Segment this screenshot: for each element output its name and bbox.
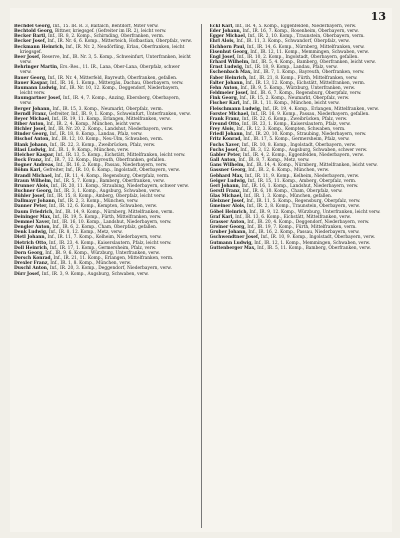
entry-details: Inf., IR. 22, 6. Komp., Zweibrücken, Pfalz, verw. xyxy=(241,116,348,122)
entry-name: Gebhard Max, xyxy=(209,173,244,179)
column-divider xyxy=(201,24,202,528)
entry-details: Inf., IR. 21, 8. Komp., Fürth, Mittelfranken, verw. xyxy=(249,75,358,81)
entry-name: Frey Alois, xyxy=(209,127,236,133)
entry-name: Binder Georg, xyxy=(14,132,49,138)
entry-details: Inf., IR. 16, 1. Komp., Landshut, Niederbayern, verw. xyxy=(241,183,359,189)
entry-details: Inf., IR. 3, 12. Komp., Augsburg, Schwaben, schwer verw. xyxy=(240,147,368,153)
entry-name: Gmeiner Alois, xyxy=(209,204,246,210)
entry-name: Blank Johann, xyxy=(14,142,49,148)
entry-details: Inf., IR. 13, 6. Komp., Eichstätt, Mittelfranken, verw. xyxy=(235,214,351,220)
entry-details: Inf., IR. 22, 3. Komp., Zweibrücken, Pfalz, verw. xyxy=(49,142,156,148)
entry-details: Inf., IR. 5, 11. Komp., Bamberg, Oberfranken, verw. xyxy=(257,245,371,251)
entry-details: Inf., IR. 11, 7. Komp., Kelheim, Niederbayern, verw. xyxy=(47,235,162,241)
entry-details: Gefreiter, Inf., IR. 10, 6. Komp., Ingolstadt, Oberbayern, verw. xyxy=(43,168,180,174)
page-number: 13 xyxy=(370,10,386,23)
entry-name: Eckl Karl, xyxy=(209,24,234,29)
entry-name: Fehn Anton, xyxy=(209,85,240,91)
entry-name: Bleicher Kaspar, xyxy=(14,152,55,158)
entry-details: Inf., IR. 4, 2. Komp., Eggenfelden, Niederbayern, verw. xyxy=(242,152,365,158)
entry-name: Bauer Georg, xyxy=(14,75,47,81)
entry-details: Inf., IR. 18, 9. Komp., Landau, Pfalz, verw. xyxy=(244,65,338,71)
entry-details: Inf., IR. 17, 1. Komp., Germersheim, Pfalz, verw. xyxy=(49,245,157,251)
entry-name: Baumann Ludwig, xyxy=(14,85,59,91)
entry-details: Inf., IR. 7, 1. Komp., Bayreuth, Oberfranken, verw. xyxy=(253,70,365,76)
entry-name: Gall Anton, xyxy=(209,158,237,164)
entry-details: Inf., IR. 6, 7. Komp., Regensburg, Oberpfalz, verw. xyxy=(250,91,362,97)
entry-name: Egger Michael, xyxy=(209,34,247,40)
entry-details: Inf., IR. 15, 3. Komp., Neumarkt, Oberpfalz, verm. xyxy=(52,106,164,112)
list-entry xyxy=(14,86,193,96)
entry-details: Inf., IR. 15, 2. Komp., Neumarkt, Oberpfalz, verw. xyxy=(239,96,350,102)
entry-details: Inf., IR. 1, 3. Komp., München, gefallen. xyxy=(244,194,333,200)
entry-name: Gschwendtner Josef, xyxy=(209,235,260,241)
entry-name: Dorsch Konrad, xyxy=(14,256,53,262)
entry-details: Inf., IR. 11, 5. Komp., Regensburg, Oberpfalz, verw. xyxy=(246,199,361,205)
entry-name: Böhm Karl, xyxy=(14,168,42,174)
entry-details: Inf., IR. 1, 11. Komp., München, leicht verw. xyxy=(242,101,340,107)
entry-name: Fritz Konrad, xyxy=(209,137,242,143)
entry-details: Inf., IR. 5, 7. Komp., Bamberg, Oberfranken, verw. xyxy=(53,178,165,184)
entry-name: Geiger Ludwig, xyxy=(209,178,247,184)
right-column xyxy=(210,24,389,528)
entry-details: Inf., IR. 12, 3. Komp., Kempten, Schwaben, verm. xyxy=(236,127,346,133)
entry-details: Inf., IR. 20, 11. Komp., Straubing, Niederbayern, schwer verw. xyxy=(50,183,189,189)
entry-name: Demmel Xaver, xyxy=(14,219,51,225)
entry-details: Inf., IR. 23, 1. Komp., Kaiserslautern, Pfalz, verw. xyxy=(242,121,351,127)
entry-details: Inf., IR. 12, 6. Komp., Kempten, Schwaben, verw. xyxy=(49,204,158,210)
entry-name: Bock Franz, xyxy=(14,158,43,164)
entry-details: Inf., IR. 16, 2. Komp., Passau, Niederbayern, verw. xyxy=(248,230,360,236)
entry-name: Feldmeier Josef, xyxy=(209,91,249,97)
entry-details: Inf., IR. 14, 4. Komp., Nürnberg, Mittelfranken, leicht verw. xyxy=(246,163,378,169)
entry-name: Dorn Georg, xyxy=(14,250,44,256)
entry-name: Fuchs Josef, xyxy=(209,147,239,153)
entry-name: Göbel Heinrich, xyxy=(209,209,248,215)
entry-details: Inf., IR. 3, 1. Komp., Augsburg, Schwaben, verw. xyxy=(53,189,161,194)
entry-details: Inf., IR. 6, 2. Komp., Cham, Oberpfalz, gefallen. xyxy=(52,225,158,231)
entry-name: Gerl Johann, xyxy=(209,183,241,189)
entry-details: Inf., IR. 4, 5. Komp., Eggenfelden, Niederbayern, verw. xyxy=(235,24,357,29)
entry-name: Duschl Anton, xyxy=(14,266,49,272)
list-entry xyxy=(14,96,193,106)
entry-name: Berger Johann, xyxy=(14,106,52,112)
entry-details: Inf., IR. 10, 2. Komp., Ingolstadt, Oberbayern, gefallen. xyxy=(237,54,359,60)
entry-details: Inf., IR. 12, 1. Komp., Memmingen, Schwaben, verw. xyxy=(254,240,371,246)
entry-name: Bechtold Georg, xyxy=(14,29,54,35)
entry-name: Eisenhut Georg, xyxy=(209,49,249,55)
entry-name: Becker Bartl, xyxy=(14,34,47,40)
entry-details: Inf., IR. 19, 5. Komp., Fürth, Mittelfranken, verw. xyxy=(52,214,162,220)
entry-details: Inf., IR. 10, 8. Komp., Ingolstadt, Oberbayern, verw. xyxy=(241,142,357,148)
entry-name: Bischof Anton, xyxy=(14,137,50,143)
entry-details: Inf., IR. 19, 4. Komp., Erlangen, Mittelfranken, verw. xyxy=(262,106,379,112)
entry-name: Daum Friedrich, xyxy=(14,209,54,215)
entry-details: Inf., IR. 16, 1. Komp., Mittergäu, Dachau, Oberbayern, verw. xyxy=(49,80,184,86)
entry-name: Dietrich Otto, xyxy=(14,240,48,246)
entry-name: Erhard Wilhelm, xyxy=(209,60,250,66)
entry-name: Gans Wilhelm, xyxy=(209,163,245,169)
entry-name: Gabler Peter, xyxy=(209,152,242,158)
entry-name: Forster Michael, xyxy=(209,111,250,117)
list-entry xyxy=(14,272,193,277)
entry-name: Bühler Josef, xyxy=(14,194,46,200)
entry-name: Dengler Anton, xyxy=(14,225,52,231)
entry-details: Inf., IR. 13, 12. Komp., Eichstätt, Mittelfranken, verm. xyxy=(245,80,366,86)
entry-name: Gleixner Josef, xyxy=(209,199,246,205)
entry-details: Inf., 15. IR. R. 3, Baltalch, Bentdorf, Miter verw. xyxy=(52,24,159,29)
entry-name: Becker Josef, xyxy=(14,39,47,45)
entry-details: Inf., IR. 14, 6. Komp., Nürnberg, Mittelfranken, verw. xyxy=(246,44,365,50)
entry-details: Inf., IR. 23, 4. Komp., Kaiserslautern, Pfalz, leicht verw. xyxy=(49,240,172,246)
entry-name: Freund Otto, xyxy=(209,121,241,127)
entry-details: Inf., IR. 9, 5. Komp., Würzburg, Unterfranken, verw. xyxy=(240,85,356,91)
entry-name: Bogner Andreas, xyxy=(14,163,55,169)
list-entry xyxy=(14,65,193,75)
entry-details: Inf., IR. 6, 10. Komp., Cham, Oberpfalz, verw. xyxy=(242,189,343,194)
entry-name: Drexler Franz, xyxy=(14,261,49,267)
entry-details: Inf., IR. 16, 10. Komp., Landshut, Niederbayern, verw. xyxy=(52,219,172,225)
entry-details: Inf., IR. 2, 8. Komp., Traunstein, Oberbayern, verw. xyxy=(246,204,360,210)
entry-name: Guttenberger Max, xyxy=(209,245,256,251)
entry-details: Inf., IR. 15, 8. Komp., Amberg, Oberpfalz, leicht verw. xyxy=(47,194,166,200)
entry-name: Beyer Michael, xyxy=(14,116,51,122)
entry-name: Friedl Johann, xyxy=(209,132,245,138)
document-page xyxy=(10,8,392,532)
entry-details: Inf., IR. 20, 10. Komp., Straubing, Niederbayern, verw. xyxy=(245,132,367,138)
entry-name: Dietl Johann, xyxy=(14,235,47,241)
entry-details: Inf., IR. 13, 5. Komp., Eichstätt, Mittelfranken, leicht verw. xyxy=(55,152,186,158)
entry-details: Inf., IR. 11, 9. Komp., Kelheim, Niederbayern, verw. xyxy=(244,173,360,179)
entry-name: Baumgartner Josef, xyxy=(14,96,62,102)
entry-details: Inf., IR. 2, 6. Komp., München, verw. xyxy=(248,168,330,174)
entry-name: Graf Karl, xyxy=(209,214,234,220)
entry-name: Ernst Ludwig, xyxy=(209,65,244,71)
entry-name: Engl Josef, xyxy=(209,54,236,60)
entry-details: Inf., IR. 20, 4. Komp., Deggendorf, Niederbayern, verw. xyxy=(247,219,370,225)
left-column xyxy=(14,24,193,528)
entry-details: Inf., IR. 16, 9. Komp., Passau, Niederbayern, gefallen. xyxy=(250,111,370,117)
entry-details: Bittner, kriegsgef. (Gefreiter im IR. 2), leicht verw. xyxy=(54,29,167,35)
entry-details: Inf., IR. 18, 8. Komp., Landau, Pfalz, verw. xyxy=(49,132,143,138)
entry-details: Inf., IR. 12, 10. Komp., Neu-Ulm, Schwaben, verm. xyxy=(51,137,164,143)
entry-name: Gassner Georg, xyxy=(209,168,247,174)
entry-details: Ers.-Res., 11. IR., Lana, Ober-Lana, Oberpfalz, schwer verw. xyxy=(20,65,180,76)
entry-details: Inf., IR. 11, 3. Komp., Schwandorf, Oberpfalz, verw. xyxy=(236,39,350,45)
entry-details: Inf., IR. 3, 9. Komp., Augsburg, Schwaben, verw. xyxy=(41,271,149,277)
entry-details: Inf., IR. 17, 5. Komp., Germersheim, Pfalz, verw. xyxy=(243,137,350,143)
entry-name: Biber Anton, xyxy=(14,121,46,127)
entry-name: Dürr Josef, xyxy=(14,271,41,277)
entry-details: Inf., IR. 4, 7. Komp., Anzing, Ebersberg, Oberbayern, verw. xyxy=(20,96,181,107)
entry-details: Inf., IR. 8, 7. Komp., Metz, verw. xyxy=(238,158,310,164)
entry-details: Inf., IR. 2, 4. Komp., München, leicht verw. xyxy=(46,121,141,127)
entry-details: Gefreiter, Inf., IR. 9, 1. Komp., Schweinfurt, Unterfranken, verw. xyxy=(48,111,191,117)
entry-name: Buchner Georg, xyxy=(14,189,53,194)
entry-name: Deininger Max, xyxy=(14,214,52,220)
entry-name: Frank Franz, xyxy=(209,116,241,122)
entry-details: Inf., IR. Nr. 2, Neudörfling, Erlau, Oberfranken, leicht kriegsgef. xyxy=(20,44,185,55)
entry-name: Bauer Kaspar, xyxy=(14,80,49,86)
entry-details: Inf., IR. Nr. 6, 6. Komp., Mitterteich, Hofbastian, Oberpfalz, verw. xyxy=(47,39,193,45)
list-entry xyxy=(14,55,193,65)
entry-name: Gutmann Ludwig, xyxy=(209,240,253,246)
entry-name: Braun Wilhelm, xyxy=(14,178,53,184)
entry-name: Behringer Martin, xyxy=(14,65,59,71)
entry-name: Berndl Franz, xyxy=(14,111,48,117)
entry-details: Inf., IR. 5, 4. Komp., Bamberg, Oberfranken, leicht verw. xyxy=(251,60,376,66)
entry-details: Inf., IR. Nr. 20, 2. Komp., Landshut, Niederbayern, verw. xyxy=(48,127,174,133)
entry-details: Inf., IR. 14, 9. Komp., Nürnberg, Mittelfranken, verm. xyxy=(55,209,174,215)
entry-name: Beckmann Heinrich, xyxy=(14,44,65,50)
entry-details: Inf., IR. 2, 3. Komp., München, verw. xyxy=(57,199,139,205)
entry-details: Inf., IR. 2, 10. Komp., Traunstein, Oberbayern, verm. xyxy=(247,34,365,40)
entry-details: Inf., IR. 21, 11. Komp., Erlangen, Mittelfranken, verm. xyxy=(53,256,174,262)
entry-details: Inf., IR. 1, 8. Komp., München, verw. xyxy=(50,261,132,267)
entry-name: Faber Heinrich, xyxy=(209,75,248,81)
entry-name: Grasser Anton, xyxy=(209,219,246,225)
entry-details: Inf., IR. 16, 7. Komp., Rosenheim, Oberbayern, verw. xyxy=(242,29,359,35)
entry-name: Doll Heinrich, xyxy=(14,245,49,251)
entry-name: Danner Peter, xyxy=(14,204,48,210)
list-entry xyxy=(14,45,193,55)
entry-details: Inf., IR. 9, 6. Komp., Würzburg, Unterfranken, verw. xyxy=(45,250,160,256)
entry-details: Inf., IR. Nr. 10, 12. Komp., Deggendorf, Niederbayern, leicht verw. xyxy=(20,85,180,97)
entry-name: Eschenbach Max, xyxy=(209,70,252,76)
entry-details: Inf., IR. 20, 3. Komp., Deggendorf, Niederbayern, verw. xyxy=(49,266,172,272)
entry-name: Blasi Ludwig, xyxy=(14,147,47,153)
entry-details: Inf., IR. 10, 9. Komp., Ingolstadt, Oberbayern, verw. xyxy=(260,235,376,241)
entry-name: Brandl Michael, xyxy=(14,173,54,179)
entry-details: Inf., IR. 15, 11. Komp., Amberg, Oberpfalz, verm. xyxy=(247,178,357,184)
entry-name: Bechdel Georg, xyxy=(14,24,52,29)
entry-name: Greiner Georg, xyxy=(209,225,246,231)
entry-name: Fink Georg, xyxy=(209,96,239,102)
entry-name: Ehrl Alois, xyxy=(209,39,235,45)
entry-details: Inf., IR. 12, 11. Komp., Memmingen, Schwaben, verw. xyxy=(250,49,369,55)
entry-details: Inf., IR. 11, 4. Komp., Regensburg, Oberpfalz, verm. xyxy=(54,173,170,179)
entry-name: Falter Johann, xyxy=(209,80,245,86)
entry-details: Inf., IR. 8, 12. Komp., Metz, verw. xyxy=(48,230,123,236)
entry-name: Gerstl Franz, xyxy=(209,189,242,194)
entry-name: Glas Michael, xyxy=(209,194,243,200)
entry-details: Inf., IR. 1, 9. Komp., München, verw. xyxy=(48,147,130,153)
entry-name: Bichler Josef, xyxy=(14,127,47,133)
entry-details: Inf., IR. 8, 2. Komp., Schirnding, Oberfranken, verm. xyxy=(48,34,165,40)
entry-details: Inf., IR. 7, 12. Komp., Bayreuth, Oberfranken, gefallen. xyxy=(44,158,166,164)
entry-name: Brunner Alois, xyxy=(14,183,50,189)
entry-details: Inf., IR. 19, 11. Komp., Erlangen, Mittelfranken, verw. xyxy=(51,116,171,122)
list-entry xyxy=(210,246,389,251)
entry-name: Beer Josef, xyxy=(14,54,41,60)
entry-name: Fleischmann Ludwig, xyxy=(209,106,262,112)
entry-name: Denk Ludwig, xyxy=(14,230,48,236)
entry-name: Dallmayr Johann, xyxy=(14,199,57,205)
entry-details: Inf., IR. 9, 12. Komp., Würzburg, Unterfranken, leicht verw. xyxy=(249,209,381,215)
entry-name: Fuchs Xaver, xyxy=(209,142,241,148)
entry-name: Fischer Karl, xyxy=(209,101,242,107)
entry-name: Eichhorn Paul, xyxy=(209,44,246,50)
entry-details: Inf., IR. 16, 2. Komp., Passau, Niederbayern, verw. xyxy=(56,163,168,169)
entry-name: Gruber Johann, xyxy=(209,230,248,236)
entry-name: Eder Johann, xyxy=(209,29,242,35)
entry-details: Reserve, Inf., IR. Nr. 3, 5. Komp., Schweinfurt, Unterfranken, leicht verw. xyxy=(20,54,191,66)
entry-details: Inf., IR. Nr. 4, Mitterfeld, Bayreuth, Oberfranken, gefallen. xyxy=(47,75,178,81)
entry-details: Inf., IR. 19, 7. Komp., Fürth, Mittelfranken, verm. xyxy=(247,225,357,231)
casualty-list xyxy=(14,24,388,528)
